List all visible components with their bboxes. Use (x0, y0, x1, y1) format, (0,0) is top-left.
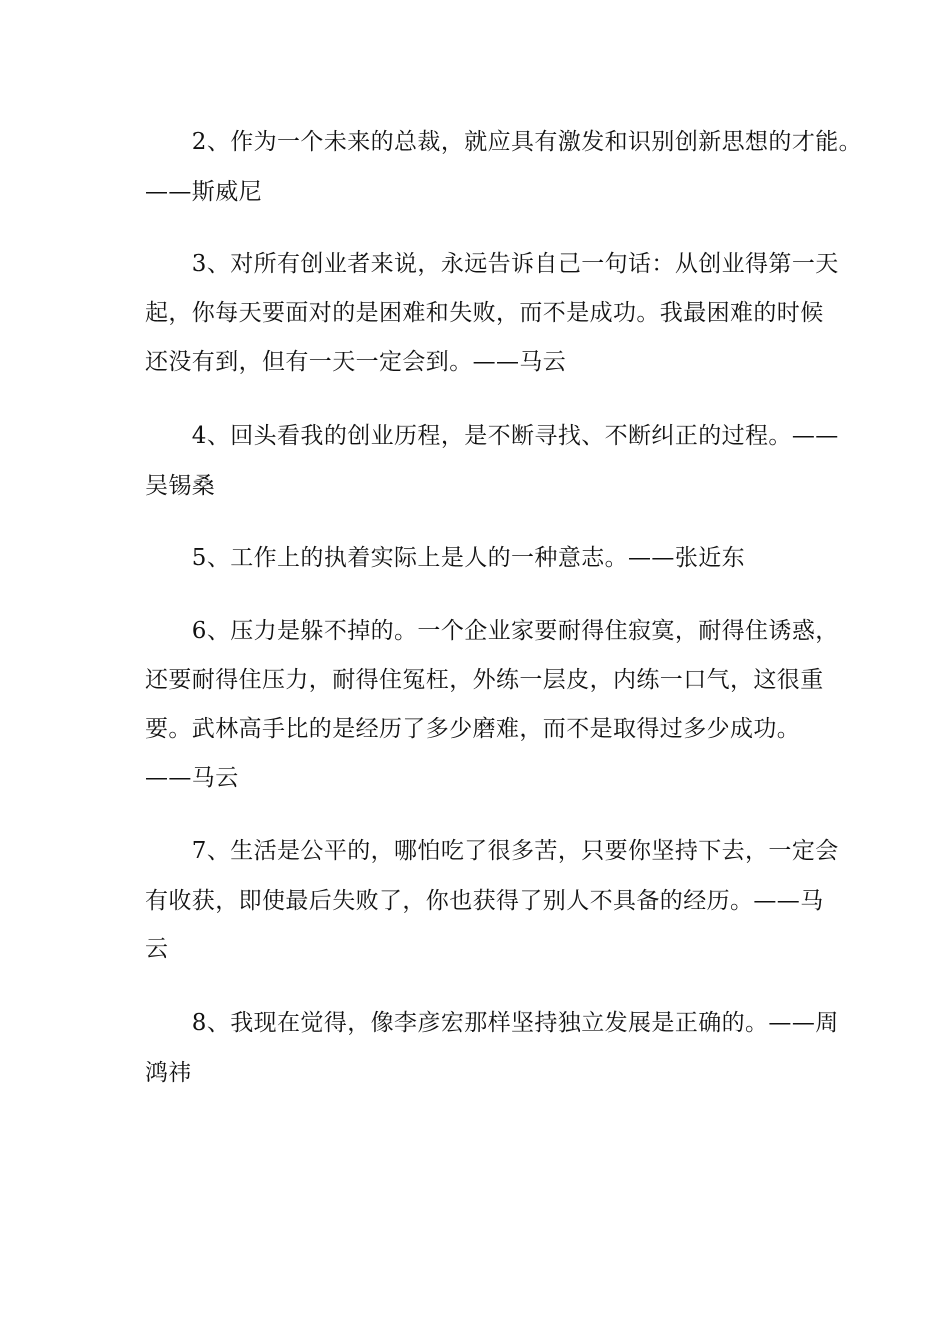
quote-8-line-2: 鸿祎 (145, 1060, 192, 1086)
quote-8-line-1: 8、我现在觉得，像李彦宏那样坚持独立发展是正确的。——周 (145, 1010, 839, 1036)
quote-2-line-1: 2、作为一个未来的总裁，就应具有激发和识别创新思想的才能。 (145, 129, 863, 155)
quote-7-line-2: 有收获，即使最后失败了，你也获得了别人不具备的经历。——马 (145, 888, 824, 914)
quote-6-line-4: ——马云 (145, 765, 239, 791)
quote-6-line-3: 要。武林高手比的是经历了多少磨难，而不是取得过多少成功。 (145, 716, 801, 742)
quote-7-line-3: 云 (145, 936, 169, 962)
quote-7-line-1: 7、生活是公平的，哪怕吃了很多苦，只要你坚持下去，一定会 (145, 838, 839, 864)
quote-3-line-2: 起，你每天要面对的是困难和失败，而不是成功。我最困难的时候 (145, 300, 824, 326)
quote-5-line-1: 5、工作上的执着实际上是人的一种意志。——张近东 (145, 545, 746, 571)
quote-3-line-3: 还没有到，但有一天一定会到。——马云 (145, 349, 567, 375)
quote-4-line-2: 吴锡桑 (145, 473, 216, 499)
quote-6-line-1: 6、压力是躲不掉的。一个企业家要耐得住寂寞，耐得住诱惑， (145, 618, 839, 644)
quote-2-line-2: ——斯威尼 (145, 179, 262, 205)
quote-4-line-1: 4、回头看我的创业历程，是不断寻找、不断纠正的过程。—— (145, 423, 839, 449)
quote-3-line-1: 3、对所有创业者来说，永远告诉自己一句话：从创业得第一天 (145, 251, 839, 277)
quote-6-line-2: 还要耐得住压力，耐得住冤枉，外练一层皮，内练一口气，这很重 (145, 667, 824, 693)
